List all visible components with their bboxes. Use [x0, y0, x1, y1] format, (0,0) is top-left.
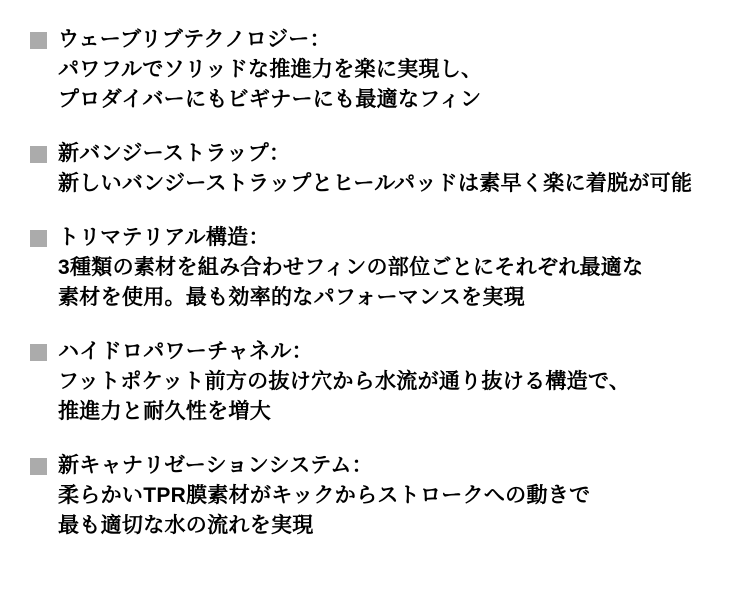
square-bullet-icon	[30, 32, 47, 49]
square-bullet-icon	[30, 230, 47, 247]
square-bullet-icon	[30, 146, 47, 163]
square-bullet-icon	[30, 344, 47, 361]
feature-description-line: パワフルでソリッドな推進力を楽に実現し、	[58, 58, 483, 81]
feature-text	[58, 25, 482, 115]
square-bullet-icon	[30, 458, 47, 475]
feature-description-line: 3種類の素材を組み合わせフィンの部位ごとにそれぞれ最適な	[58, 256, 644, 279]
feature-description-line: 新しいバンジーストラップとヒールパッドは素早く楽に着脱が可能	[58, 172, 693, 195]
feature-title: 新バンジーストラップ：	[58, 142, 291, 165]
feature-item	[30, 451, 746, 541]
feature-title: トリマテリアル構造：	[58, 226, 270, 249]
feature-description-line: フットポケット前方の抜け穴から水流が通り抜ける構造で、	[58, 370, 631, 393]
feature-description-line: 柔らかいTPR膜素材がキックからストロークへの動きで	[58, 484, 591, 507]
feature-text	[58, 223, 643, 313]
feature-item	[30, 139, 746, 199]
feature-text	[58, 139, 692, 199]
feature-title: ウェーブリブテクノロジー：	[58, 28, 331, 51]
feature-title: 新キャナリゼーションシステム：	[58, 454, 373, 477]
feature-item	[30, 337, 746, 427]
feature-title: ハイドロパワーチャネル：	[58, 340, 313, 363]
feature-item	[30, 25, 746, 115]
feature-description-line: プロダイバーにもビギナーにも最適なフィン	[58, 88, 482, 111]
feature-item	[30, 223, 746, 313]
feature-description-line: 最も適切な水の流れを実現	[58, 514, 314, 537]
feature-text	[58, 451, 590, 541]
feature-text	[58, 337, 630, 427]
feature-description-line: 推進力と耐久性を増大	[58, 400, 271, 423]
feature-description-line: 素材を使用。最も効率的なパフォーマンスを実現	[58, 286, 525, 309]
